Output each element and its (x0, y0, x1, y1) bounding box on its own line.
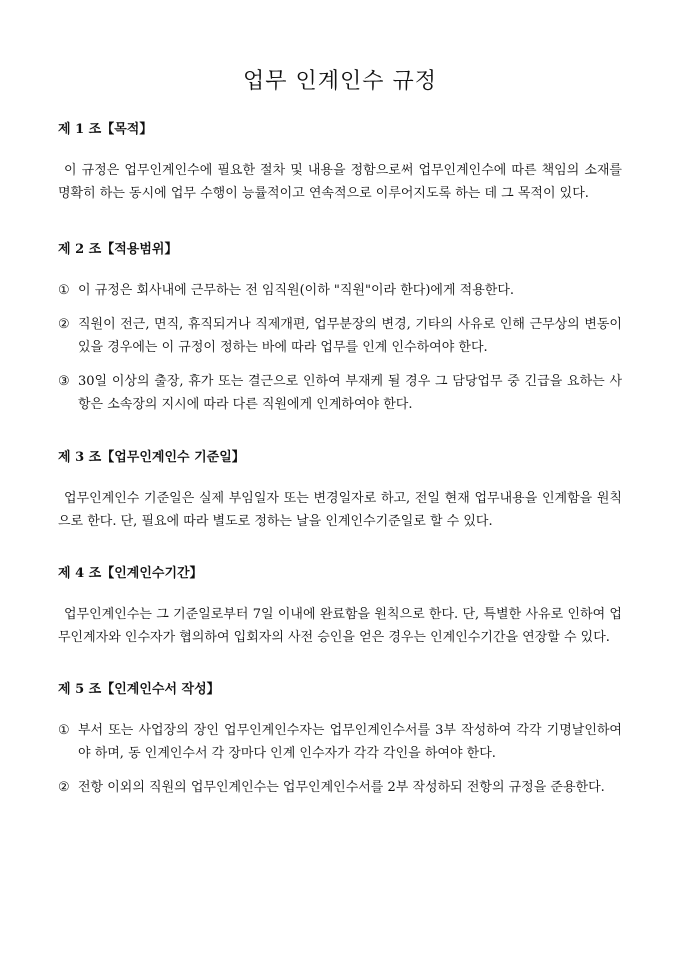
article-2-item-2 (58, 313, 622, 359)
article-5-item-1 (58, 719, 622, 765)
article-3 (58, 449, 622, 533)
item-text: 부서 또는 사업장의 장인 업무인계인수자는 업무인계인수서를 3부 작성하여 각각 기명날인하여야 하며, 동 인계인수서 각 장마다 인계 인수자가 각각 각인을 하여야 한다. (78, 723, 622, 761)
item-text: 전항 이외의 직원의 업무인계인수는 업무인계인수서를 2부 작성하되 전항의 규정을 준용한다. (78, 780, 605, 795)
article-1-heading: 제 1 조【목적】 (58, 122, 153, 137)
article-5-item-2 (58, 776, 622, 799)
item-text: 이 규정은 회사내에 근무하는 전 임직원(이하 "직원"이라 한다)에게 적용한다. (78, 283, 515, 298)
article-4-paragraph: 업무인계인수는 그 기준일로부터 7일 이내에 완료함을 원칙으로 한다. 단, 특별한 사유로 인하여 업무인계자와 인수자가 협의하여 입회자의 사전 승인을 얻은 경우는 인계인수기간을 연장할 수 있다. (58, 607, 622, 645)
article-1-paragraph: 이 규정은 업무인계인수에 필요한 절차 및 내용을 정함으로써 업무인계인수에 따른 책임의 소재를 명확히 하는 동시에 업무 수행이 능률적이고 연속적으로 이루어지도록 하는 데 그 목적이 있다. (58, 163, 622, 201)
item-number: ③ (58, 374, 70, 389)
article-2-item-1 (58, 279, 622, 302)
article-2 (58, 241, 622, 416)
article-2-item-3 (58, 370, 622, 416)
item-number: ② (58, 780, 70, 795)
article-4 (58, 565, 622, 649)
article-2-heading: 제 2 조【적용범위】 (58, 242, 178, 257)
article-3-heading: 제 3 조【업무인계인수 기준일】 (58, 450, 245, 465)
article-5-heading: 제 5 조【인계인수서 작성】 (58, 682, 220, 697)
item-text: 30일 이상의 출장, 휴가 또는 결근으로 인하여 부재케 될 경우 그 담당업무 중 긴급을 요하는 사항은 소속장의 지시에 따라 다른 직원에게 인계하여야 한다. (78, 374, 622, 412)
article-3-paragraph: 업무인계인수 기준일은 실제 부임일자 또는 변경일자로 하고, 전일 현재 업무내용을 인계함을 원칙으로 한다. 단, 필요에 따라 별도로 정하는 날을 인계인수기준일로 할 수 있다. (58, 491, 622, 529)
item-number: ① (58, 723, 70, 738)
item-text: 직원이 전근, 면직, 휴직되거나 직제개편, 업무분장의 변경, 기타의 사유로 인해 근무상의 변동이 있을 경우에는 이 규정이 정하는 바에 따라 업무를 인계 인수하여야 한다. (78, 317, 622, 355)
document-title: 업무 인계인수 규정 (242, 69, 437, 94)
item-number: ② (58, 317, 70, 332)
article-1 (58, 121, 622, 205)
article-4-heading: 제 4 조【인계인수기간】 (58, 566, 203, 581)
article-5 (58, 681, 622, 799)
item-number: ① (58, 283, 70, 298)
